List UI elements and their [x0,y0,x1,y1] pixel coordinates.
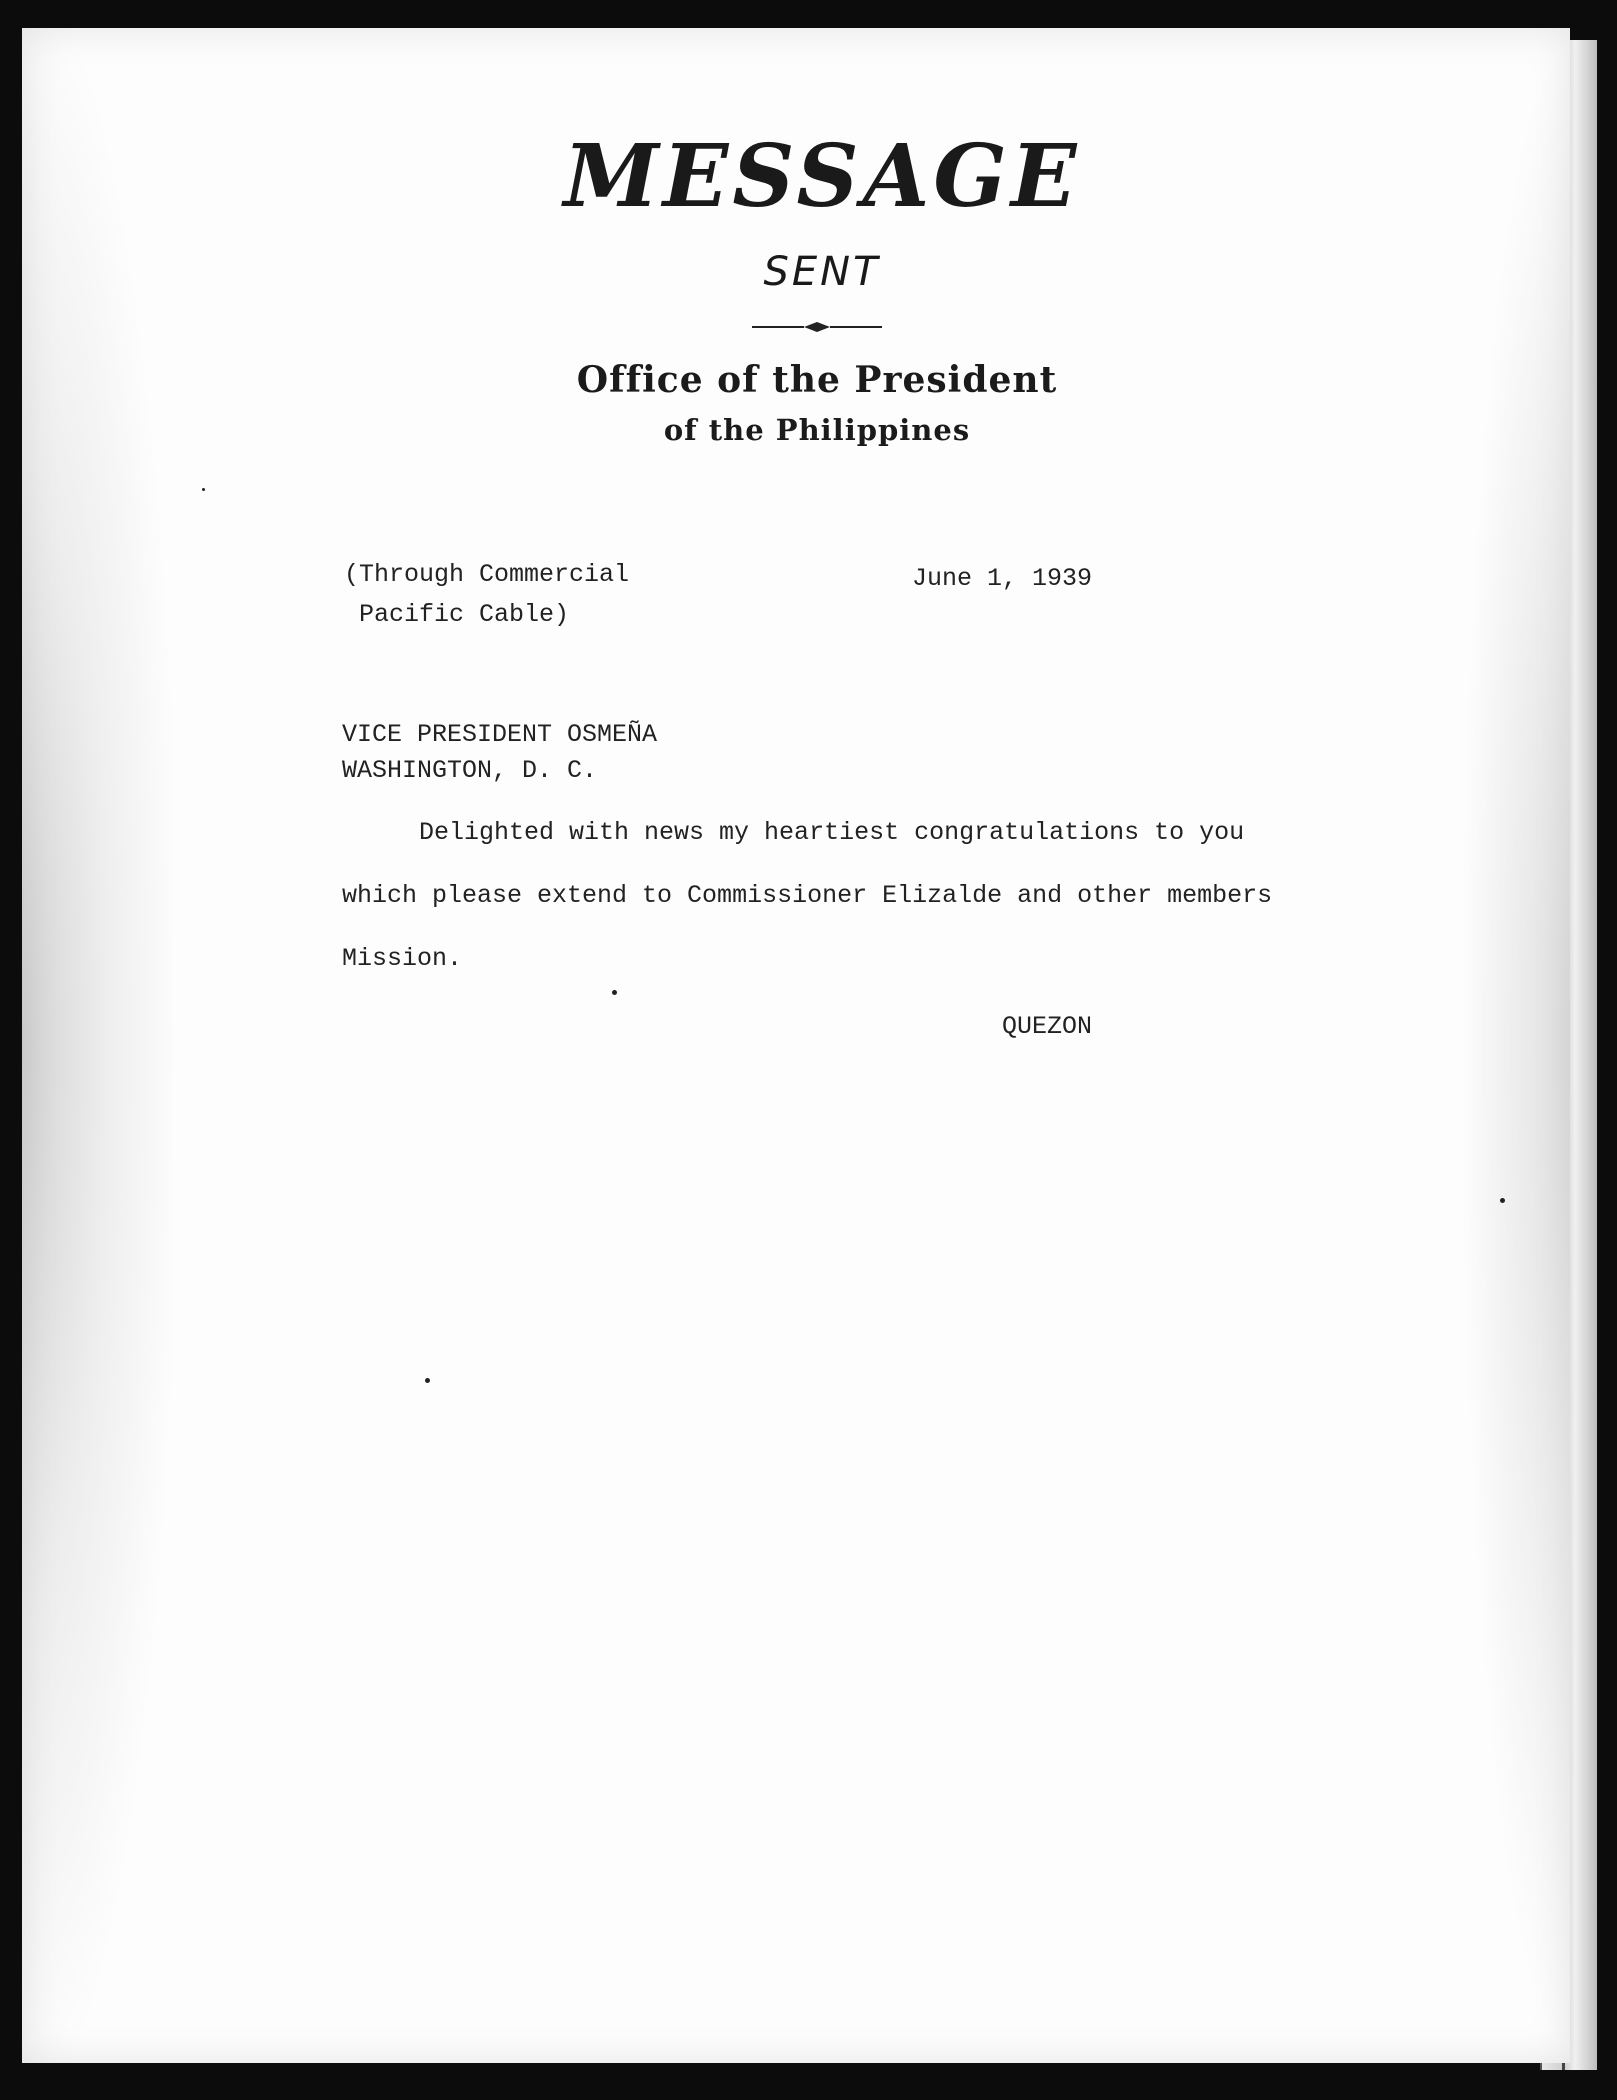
addressee-location: WASHINGTON, D. C. [342,756,598,785]
office-name: Office of the President [576,359,1058,401]
body-line-2: which please extend to Commissioner Elizalde and other members [342,881,1273,910]
ink-speck [1500,1198,1505,1203]
document-sheet [22,28,1570,2063]
body-line-1: Delighted with news my heartiest congratulations to you [419,818,1245,847]
ink-speck [612,990,617,995]
ink-speck [202,488,205,491]
routing-line-2: Pacific Cable) [344,600,570,629]
office-country: of the Philippines [663,413,971,447]
left-edge-smudge [22,28,172,2063]
letterhead-title: MESSAGE [563,126,1081,227]
ornament-divider-icon [752,320,882,334]
ink-speck [425,1378,430,1383]
routing-line-1: (Through Commercial [344,560,630,589]
letterhead-subtitle: SENT [763,249,881,295]
message-date: June 1, 1939 [912,564,1093,593]
addressee-name: VICE PRESIDENT OSMEÑA [342,720,658,749]
body-line-3: Mission. [342,944,463,973]
signature: QUEZON [1002,1012,1093,1041]
right-edge-smudge [1460,28,1570,2063]
